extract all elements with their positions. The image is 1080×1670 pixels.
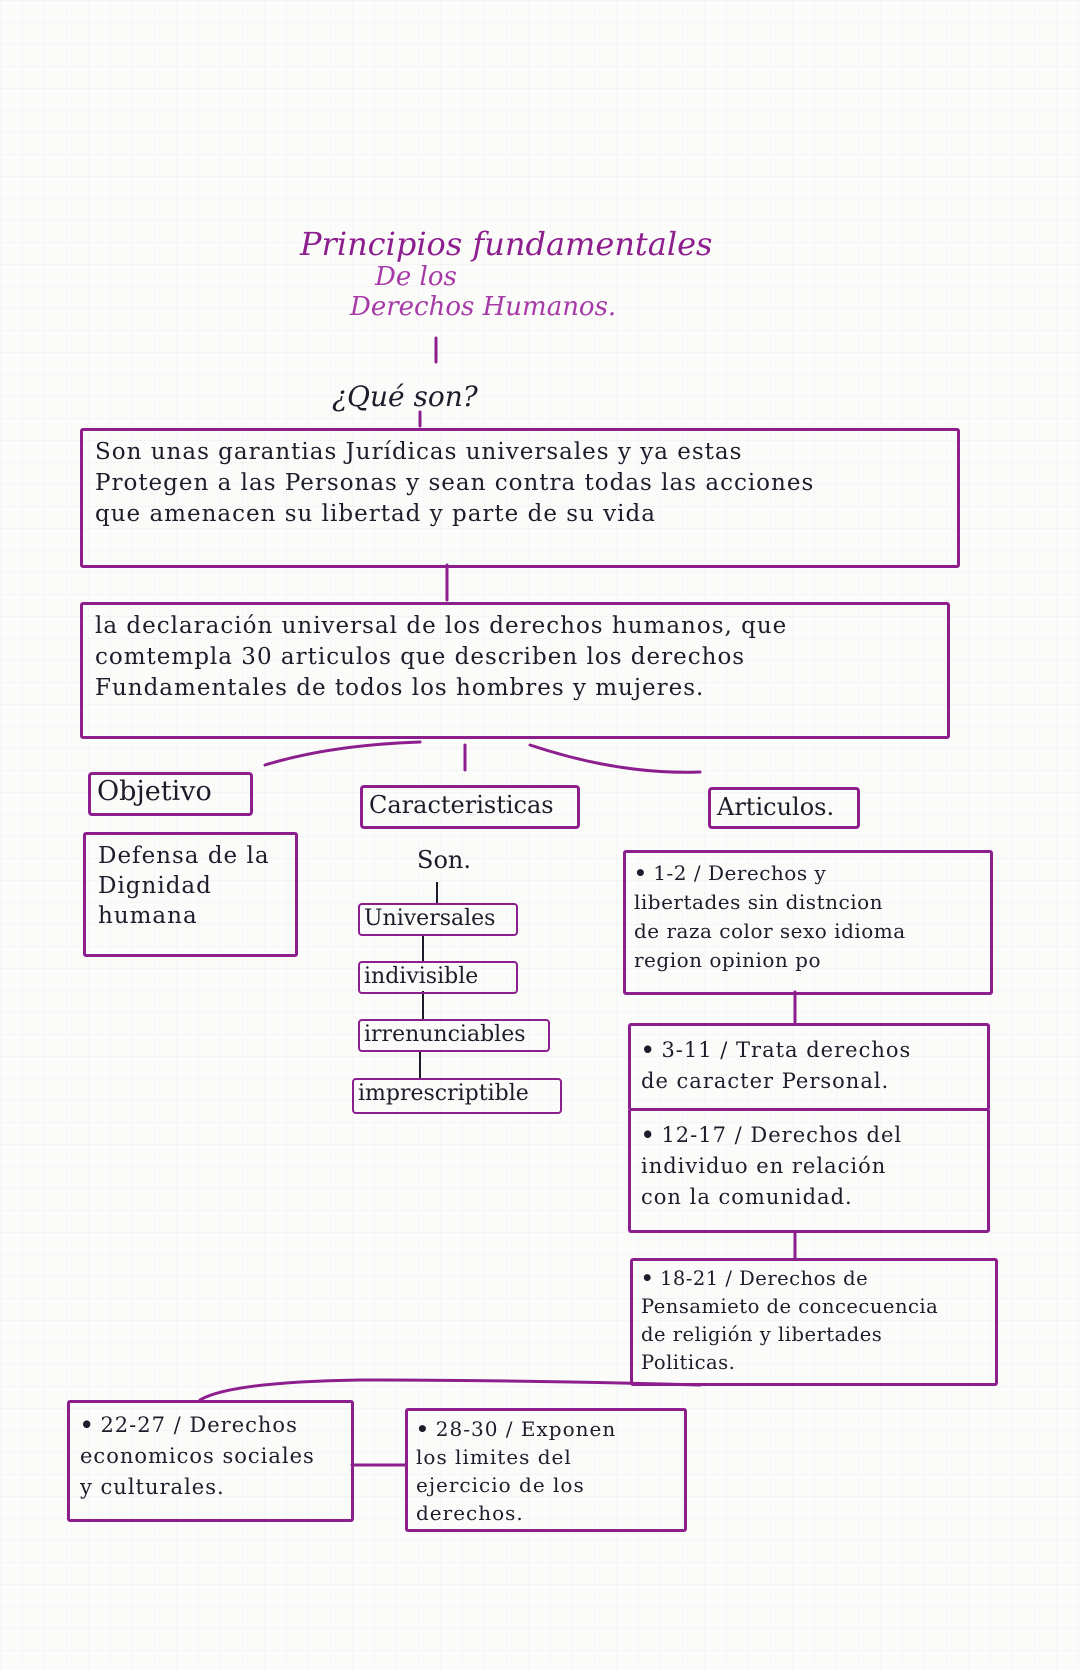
caracteristica-universales: Universales bbox=[358, 903, 518, 936]
articulo-18-21-box bbox=[630, 1258, 998, 1386]
articulos-header: Articulos. bbox=[708, 787, 860, 829]
bullet-dot-icon: • bbox=[416, 1417, 430, 1441]
declaration-box bbox=[80, 602, 950, 739]
articulo-line: region opinion po bbox=[634, 948, 822, 972]
declaration-line: Fundamentales de todos los hombres y mujeres. bbox=[95, 675, 705, 701]
diagram-subtitle-de-los: De los bbox=[375, 262, 457, 292]
diagram-title: Principios fundamentales bbox=[300, 225, 713, 263]
definition-line: Son unas garantias Jurídicas universales y ya estas bbox=[95, 439, 743, 465]
articulo-3-11-box bbox=[628, 1023, 990, 1111]
bullet-dot-icon: • bbox=[80, 1412, 95, 1437]
articulo-line: libertades sin distncion bbox=[634, 890, 884, 914]
articulo-12-17-box bbox=[628, 1108, 990, 1233]
articulo-line: • 18-21 / Derechos de bbox=[641, 1267, 869, 1290]
bullet-dot-icon: • bbox=[641, 1122, 656, 1147]
caracteristica-indivisible: indivisible bbox=[358, 961, 518, 994]
objetivo-line: humana bbox=[98, 903, 198, 929]
articulo-line: • 1-2 / Derechos y bbox=[634, 861, 827, 885]
articulo-line: de raza color sexo idioma bbox=[634, 919, 906, 943]
connector-declaration-branches bbox=[265, 742, 420, 765]
articulo-line: de caracter Personal. bbox=[641, 1069, 890, 1093]
articulo-1-2-box bbox=[623, 850, 993, 995]
definition-line: Protegen a las Personas y sean contra todas las acciones bbox=[95, 470, 815, 496]
definition-box bbox=[80, 428, 960, 568]
bullet-dot-icon: • bbox=[634, 861, 648, 885]
bullet-dot-icon: • bbox=[641, 1267, 654, 1290]
articulo-line: ejercicio de los bbox=[416, 1473, 585, 1497]
articulo-line: derechos. bbox=[416, 1501, 524, 1525]
articulo-line: de religión y libertades bbox=[641, 1323, 883, 1346]
declaration-line: la declaración universal de los derechos humanos, que bbox=[95, 613, 788, 639]
articulo-line: individuo en relación bbox=[641, 1154, 887, 1178]
caracteristica-imprescriptible: imprescriptible bbox=[352, 1078, 562, 1114]
question-label: ¿Qué son? bbox=[332, 380, 478, 413]
articulo-28-30-box bbox=[405, 1408, 687, 1532]
connector-declaration-articulos bbox=[530, 745, 700, 772]
articulo-line: con la comunidad. bbox=[641, 1185, 853, 1209]
definition-line: que amenacen su libertad y parte de su vida bbox=[95, 501, 656, 527]
objetivo-line: Defensa de la bbox=[98, 843, 270, 869]
caracteristica-irrenunciables: irrenunciables bbox=[358, 1019, 550, 1052]
articulo-line: • 28-30 / Exponen bbox=[416, 1417, 617, 1441]
articulo-line: • 12-17 / Derechos del bbox=[641, 1122, 903, 1147]
articulo-line: y culturales. bbox=[80, 1475, 225, 1499]
objetivo-header: Objetivo bbox=[88, 772, 253, 816]
articulo-line: economicos sociales bbox=[80, 1444, 315, 1468]
articulo-22-27-box bbox=[67, 1400, 354, 1522]
caracteristicas-header: Caracteristicas bbox=[360, 785, 580, 829]
objetivo-box bbox=[83, 832, 298, 957]
articulo-line: • 3-11 / Trata derechos bbox=[641, 1037, 912, 1062]
articulo-line: Pensamieto de concecuencia bbox=[641, 1295, 939, 1318]
bullet-dot-icon: • bbox=[641, 1037, 656, 1062]
articulo-line: • 22-27 / Derechos bbox=[80, 1412, 298, 1437]
declaration-line: comtempla 30 articulos que describen los derechos bbox=[95, 644, 746, 670]
caracteristicas-intro: Son. bbox=[417, 846, 471, 874]
connector-art-18-bottom bbox=[200, 1380, 700, 1400]
articulo-line: los limites del bbox=[416, 1445, 572, 1469]
articulo-line: Politicas. bbox=[641, 1351, 736, 1374]
objetivo-line: Dignidad bbox=[98, 873, 212, 899]
diagram-subtitle-derechos: Derechos Humanos. bbox=[350, 292, 617, 322]
